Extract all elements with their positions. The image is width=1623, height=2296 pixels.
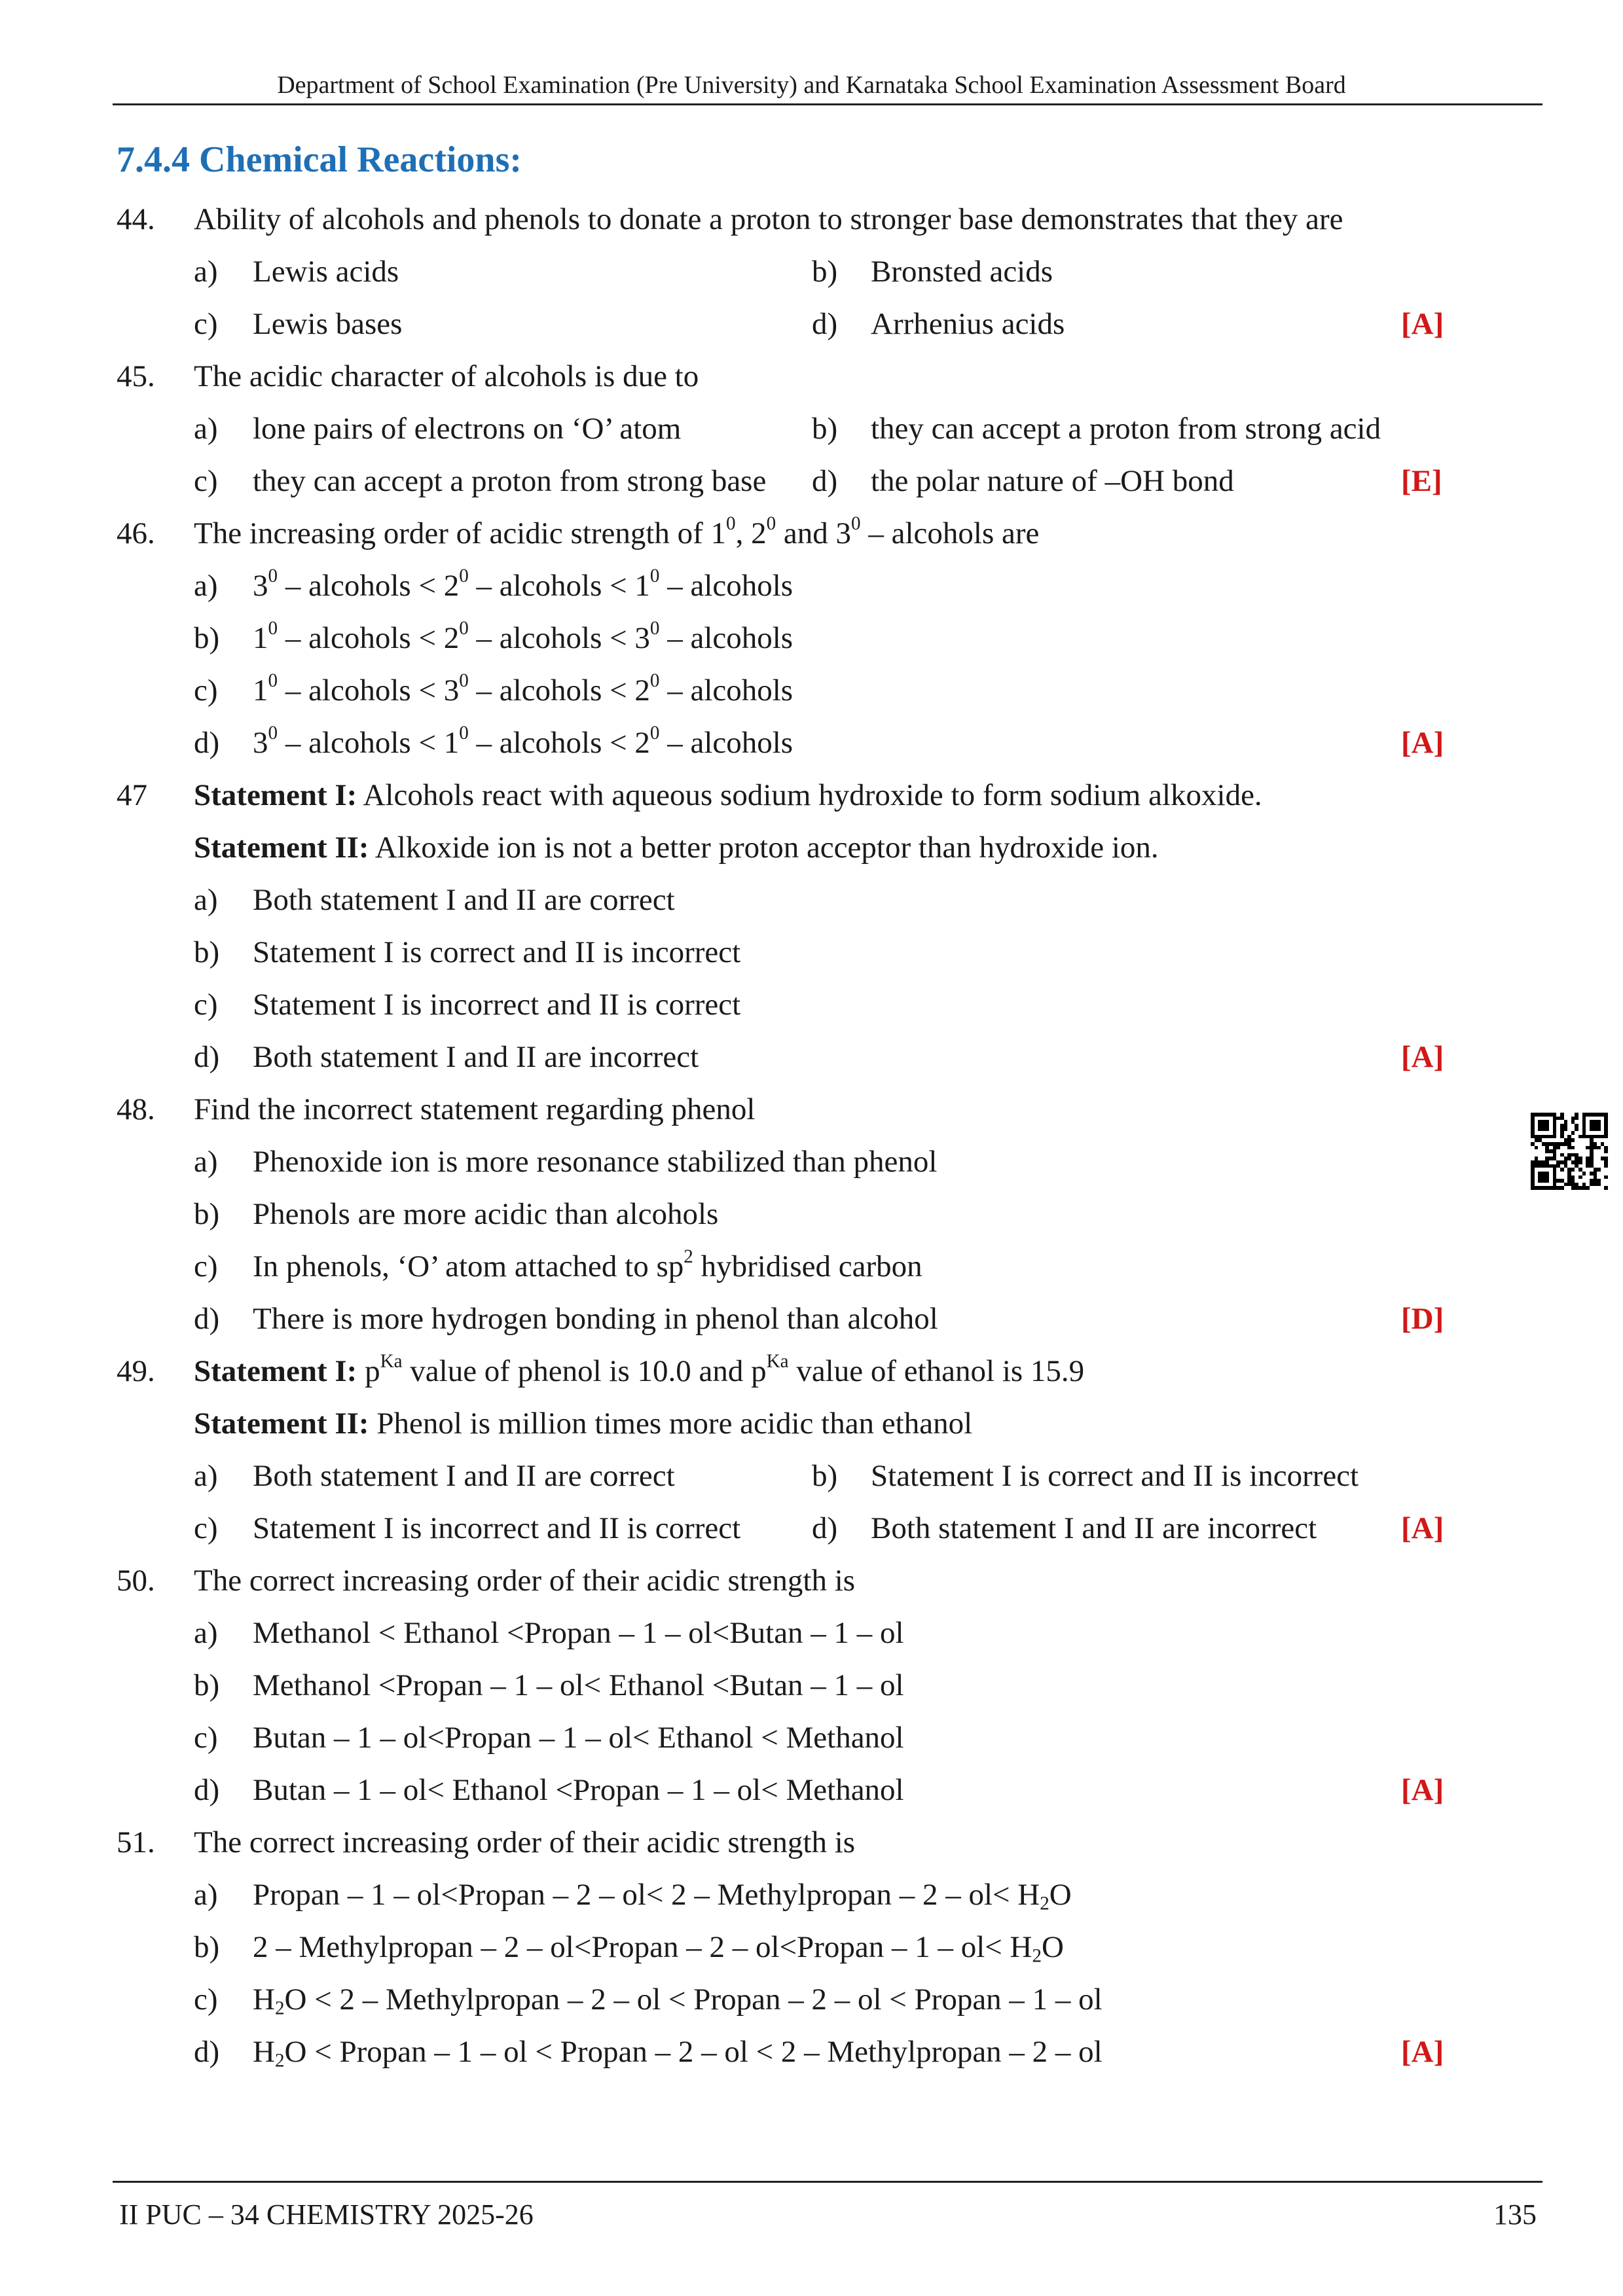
question-text: The acidic character of alcohols is due to: [194, 359, 699, 393]
option-label: c): [194, 1982, 218, 2017]
statement-1: Statement I: Alcohols react with aqueous sodium hydroxide to form sodium alkoxide.: [194, 778, 1262, 812]
question-text: The correct increasing order of their acidic strength is: [194, 1564, 856, 1598]
option-text: In phenols, ‘O’ atom attached to $sp^2$ hybridised carbon: [253, 1246, 922, 1283]
answer-key: [A]: [1401, 2035, 1444, 2069]
option-text: Both statement I and II are correct: [253, 883, 675, 917]
question-number: 44.: [117, 202, 155, 236]
question-text: Ability of alcohols and phenols to donate a proton to stronger base demonstrates that they are: [194, 202, 1343, 236]
option-text: $H_2O < 2$ – Methylpropan – 2 – ol < Propan – 2 – ol < Propan – 1 – ol: [253, 1982, 1103, 2019]
answer-key: [D]: [1401, 1302, 1444, 1336]
option-text: Both statement I and II are incorrect: [871, 1511, 1317, 1545]
option-text: Lewis bases: [253, 307, 403, 341]
option-text: 2 – Methylpropan – 2 – ol<Propan – 2 – ol<Propan – $1 - ol< H_2O$: [253, 1930, 1064, 1967]
option-label: d): [194, 2035, 220, 2069]
option-label: d): [194, 726, 220, 760]
option-text: Lewis acids: [253, 255, 399, 289]
option-label: c): [194, 673, 218, 708]
option-label: b): [812, 1459, 838, 1493]
option-text: $3^0$ – alcohols < $2^0$ – alcohols < $1^0$ – alcohols: [253, 565, 793, 603]
option-label: a): [194, 1459, 218, 1493]
option-label: d): [194, 1773, 220, 1807]
option-label: c): [194, 1721, 218, 1755]
option-label: c): [194, 1511, 218, 1545]
question-number: 51.: [117, 1825, 155, 1859]
option-text: lone pairs of electrons on ‘O’ atom: [253, 412, 682, 446]
option-label: d): [194, 1040, 220, 1074]
section-title: 7.4.4 Chemical Reactions:: [117, 139, 522, 180]
answer-key: [A]: [1401, 1040, 1444, 1074]
option-text: Statement I is incorrect and II is correct: [253, 1511, 741, 1545]
statement-1: Statement I: $p^{Ka}$ value of phenol is 10.0 and $p^{Ka}$ value of ethanol is 15.9: [194, 1351, 1085, 1388]
option-label: c): [194, 1249, 218, 1283]
option-text: $1^0$ – alcohols < $2^0$ – alcohols < $3^0$ – alcohols: [253, 618, 793, 655]
option-text: There is more hydrogen bonding in phenol than alcohol: [253, 1302, 938, 1336]
option-text: Methanol <Propan – 1 – ol< Ethanol <Butan – 1 – ol: [253, 1668, 904, 1702]
question-number: 45.: [117, 359, 155, 393]
option-label: a): [194, 1878, 218, 1912]
option-label: a): [194, 883, 218, 917]
option-label: b): [194, 621, 220, 655]
option-text: Butan – 1 – ol<Propan – 1 – ol< Ethanol < Methanol: [253, 1721, 904, 1755]
answer-key: [A]: [1401, 307, 1444, 341]
option-label: b): [194, 935, 220, 969]
statement-2: Statement II: Phenol is million times more acidic than ethanol: [194, 1407, 973, 1441]
option-text: $H_2O$ < Propan – 1 – ol < Propan – 2 – ol < 2 – Methylpropan – 2 – ol: [253, 2035, 1103, 2072]
option-text: they can accept a proton from strong acid: [871, 412, 1381, 446]
option-label: b): [194, 1668, 220, 1702]
question-text: The increasing order of acidic strength of $1^0$, $2^0$ and $3^0$ – alcohols are: [194, 513, 1040, 550]
answer-key: [A]: [1401, 1773, 1444, 1807]
option-text: Both statement I and II are correct: [253, 1459, 675, 1493]
option-label: d): [812, 1511, 838, 1545]
option-label: a): [194, 1616, 218, 1650]
answer-key: [A]: [1401, 1511, 1444, 1545]
option-text: Statement I is incorrect and II is correct: [253, 988, 741, 1022]
answer-key: [A]: [1401, 726, 1444, 760]
option-text: Both statement I and II are incorrect: [253, 1040, 699, 1074]
question-number: 49.: [117, 1354, 155, 1388]
qr-code-icon: [1531, 1113, 1608, 1190]
option-label: b): [812, 255, 838, 289]
option-label: a): [194, 1145, 218, 1179]
footer-rule: [113, 2181, 1542, 2183]
option-label: a): [194, 569, 218, 603]
question-number: 46.: [117, 516, 155, 550]
option-text: Phenols are more acidic than alcohols: [253, 1197, 719, 1231]
option-label: b): [812, 412, 838, 446]
question-text: Find the incorrect statement regarding phenol: [194, 1092, 756, 1126]
option-text: Statement I is correct and II is incorrect: [253, 935, 741, 969]
option-label: c): [194, 307, 218, 341]
statement-2: Statement II: Alkoxide ion is not a better proton acceptor than hydroxide ion.: [194, 831, 1159, 865]
option-label: b): [194, 1197, 220, 1231]
header-title: Department of School Examination (Pre University) and Karnataka School Examination Assessment Board: [277, 71, 1346, 99]
option-text: Bronsted acids: [871, 255, 1053, 289]
question-number: 48.: [117, 1092, 155, 1126]
option-label: d): [194, 1302, 220, 1336]
option-label: c): [194, 464, 218, 498]
question-text: The correct increasing order of their acidic strength is: [194, 1825, 856, 1859]
option-label: b): [194, 1930, 220, 1964]
header-rule: [113, 103, 1542, 105]
question-number: 47: [117, 778, 147, 812]
answer-key: [E]: [1401, 464, 1442, 498]
option-text: the polar nature of –OH bond: [871, 464, 1234, 498]
option-label: c): [194, 988, 218, 1022]
option-label: d): [812, 464, 838, 498]
page-number: 135: [1493, 2198, 1537, 2231]
footer-course: II PUC – 34 CHEMISTRY 2025-26: [119, 2198, 534, 2231]
option-text: Propan – 1 – ol<Propan – 2 – ol< 2 – Methylpropan – $2 - ol< H_2O$: [253, 1878, 1072, 1914]
option-text: Arrhenius acids: [871, 307, 1065, 341]
option-text: Methanol < Ethanol <Propan – 1 – ol<Butan – 1 – ol: [253, 1616, 904, 1650]
option-label: a): [194, 412, 218, 446]
option-label: a): [194, 255, 218, 289]
option-text: $3^0$ – alcohols < $1^0$ – alcohols < $2^0$ – alcohols: [253, 723, 793, 760]
question-number: 50.: [117, 1564, 155, 1598]
option-text: they can accept a proton from strong base: [253, 464, 767, 498]
option-text: Butan – 1 – ol< Ethanol <Propan – 1 – ol< Methanol: [253, 1773, 904, 1807]
option-label: d): [812, 307, 838, 341]
option-text: $1^0$ – alcohols < $3^0$ – alcohols < $2^0$ – alcohols: [253, 670, 793, 708]
option-text: Statement I is correct and II is incorrect: [871, 1459, 1359, 1493]
option-text: Phenoxide ion is more resonance stabilized than phenol: [253, 1145, 938, 1179]
